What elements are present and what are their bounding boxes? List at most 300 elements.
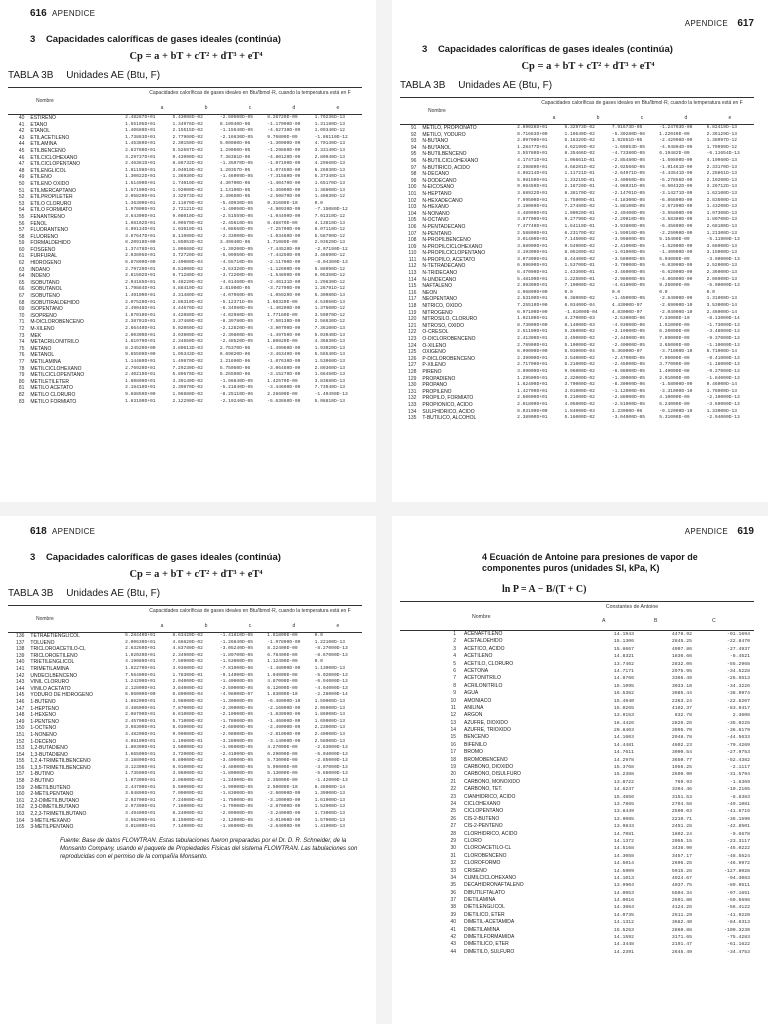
coefficient-cell: -2.39800D-05: [219, 332, 253, 338]
compound-name: N-BUTIRICO, ACIDO: [422, 164, 470, 171]
coefficient-cell: 1.42700D+01: [517, 388, 548, 394]
coefficient-cell: 3.77000D-09: [659, 362, 690, 368]
coefficient-cell: 9.43990D-02: [172, 154, 203, 160]
row-number: 15: [450, 734, 456, 741]
coefficient-cell: 2.86000D-02: [172, 778, 203, 784]
coefficient-cell: 4924.67: [671, 875, 692, 881]
coefficient-cell: 6.38000D-02: [564, 296, 595, 302]
coefficient-cell: 3.33140D-13: [314, 147, 345, 153]
coefficient-cell: 3.67647D+01: [125, 233, 156, 239]
compound-name: DIBUTILFTALATO: [464, 889, 505, 896]
coefficient-cell: 1.61000D-13: [314, 797, 345, 803]
coefficient-cell: 1.13100D-05: [219, 187, 251, 193]
table-row: [8, 399, 362, 406]
compound-name: ETILCICLOHEXANO: [30, 154, 78, 161]
coefficient-cell: 2.25661D-13: [706, 171, 737, 177]
table-row: [442, 690, 754, 697]
coefficient-cell: 7.47740D+01: [517, 223, 548, 229]
compound-name: METACRILONITRILO: [30, 339, 79, 346]
coefficient-cell: -3.71000D-10: [659, 349, 693, 355]
row-number: 116: [408, 289, 417, 296]
coefficient-cell: -1.99000D-05: [219, 784, 253, 790]
compound-name: HIDROGENO: [30, 260, 62, 267]
coefficient-cell: 1.29500D+01: [517, 375, 548, 381]
table-row: [442, 927, 754, 934]
coefficient-cell: 14.5909: [613, 868, 634, 874]
compound-name: 3-METILHEXANO: [30, 817, 71, 824]
coefficient-cell: 3.68922D+01: [517, 190, 548, 196]
coefficient-cell: -8.27000D-13: [314, 646, 348, 652]
coefficient-cell: 15.4940: [613, 698, 634, 704]
compound-name: 2-METILPENTANO: [30, 791, 74, 798]
coefficient-cell: -34.5228: [726, 668, 750, 674]
coefficient-cell: 2.01800D+01: [517, 401, 548, 407]
coefficient-cell: 1.06880D-02: [172, 391, 203, 397]
coefficient-cell: -44.5633: [726, 735, 750, 741]
coefficient-cell: 2.89360D-13: [314, 365, 345, 371]
row-number: 64: [18, 273, 25, 280]
row-number: 22: [450, 786, 456, 793]
compound-name: CLORO: [464, 837, 482, 844]
table-row: [8, 659, 362, 666]
coefficient-cell: -83.9417: [726, 705, 750, 711]
coefficient-cell: 4.27000D-03: [564, 316, 595, 322]
coefficient-cell: 1.67300D+01: [125, 778, 156, 784]
table-header: [442, 602, 754, 630]
table-row: [442, 831, 754, 838]
row-number: 152: [16, 738, 25, 745]
coefficient-cell: 1.86000D-13: [314, 712, 345, 718]
coefficient-cell: -36.6179: [726, 728, 750, 734]
table-row: [8, 725, 362, 732]
coefficient-cell: -1.54890D-09: [267, 273, 301, 279]
section-number: 3: [30, 552, 36, 563]
compound-name: FURFURAL: [30, 253, 58, 260]
coefficient-cell: 3.80613D-03: [172, 345, 203, 351]
row-number: 44: [18, 141, 25, 148]
coefficient-cell: 2.44700D+01: [125, 784, 156, 790]
coefficient-cell: 2.77960D-02: [172, 134, 203, 140]
compound-name: ACETONA: [464, 667, 489, 674]
compound-name: FLUORANTENO: [30, 227, 69, 234]
row-number: 109: [408, 243, 417, 250]
coefficient-cell: 15.8667: [613, 646, 634, 652]
coefficient-cell: -46.9972: [726, 861, 750, 867]
coefficient-cell: 1.81198D+01: [125, 167, 156, 173]
compound-name: METANO: [30, 345, 52, 352]
coefficient-cell: -2.47000D-05: [611, 355, 645, 361]
coefficient-cell: -4.61460D-05: [219, 279, 253, 285]
col-d: d: [292, 623, 296, 629]
row-number: 43: [18, 134, 25, 141]
section-number: 4: [482, 552, 488, 562]
coefficient-cell: -52.4382: [726, 757, 750, 763]
coefficient-cell: 6.89000D-04: [172, 692, 203, 698]
row-number: 142: [16, 672, 25, 679]
coefficient-cell: -1.49980D-09: [267, 345, 301, 351]
coefficient-cell: -8.50432D-09: [659, 184, 693, 190]
compound-name: CARBONO, MONOXIDO: [464, 778, 520, 785]
table-row: [442, 853, 754, 860]
coefficient-cell: -1.69853D-05: [611, 144, 645, 150]
coefficient-cell: -2.40400D-05: [611, 210, 645, 216]
coefficient-cell: -7.25700D-09: [267, 227, 301, 233]
coefficient-cell: 2191.47: [671, 942, 692, 948]
coefficient-cell: -3.70000D-05: [611, 263, 645, 269]
coefficient-cell: 5.50000D-02: [172, 784, 203, 790]
coefficient-cell: 0.0: [314, 633, 323, 638]
table-row: [442, 904, 754, 911]
page-header: [422, 526, 754, 544]
coefficient-cell: 14.7081: [613, 831, 634, 837]
heat-capacity-equation: Cp = a + bT + cT² + dT³ + eT⁴: [129, 51, 263, 62]
coefficient-cell: 9.76800D-09: [267, 134, 298, 140]
row-number: 164: [16, 817, 25, 824]
coefficient-cell: -5.12371D-05: [219, 299, 253, 305]
coefficient-cell: 1.97300D-13: [706, 210, 737, 216]
row-number: 42: [18, 128, 25, 135]
row-number: 97: [410, 164, 417, 171]
coefficient-cell: 6.19482D-09: [659, 151, 690, 157]
compound-name: METILO CLORURO: [30, 391, 76, 398]
coefficient-cell: -4.98000D-07: [219, 692, 253, 698]
compound-name: ETILENO OXIDO: [30, 180, 70, 187]
coefficient-cell: -1.86000D-05: [219, 824, 253, 830]
coefficient-cell: 3.72720D-02: [172, 253, 203, 259]
coefficient-cell: -2.81000D-09: [267, 731, 301, 737]
row-number: 131: [408, 388, 417, 395]
table-row: [400, 237, 754, 244]
row-number: 65: [18, 279, 25, 286]
compound-name: 1,2-BUTADIENO: [30, 745, 68, 752]
coefficient-cell: 0.0: [314, 200, 323, 206]
coefficient-cell: 2.23000D-13: [314, 725, 345, 731]
coefficient-cell: 1.00020D-01: [564, 210, 595, 216]
coefficient-cell: 4478.92: [671, 632, 692, 637]
coefficient-cell: 1.37478D+01: [125, 246, 156, 252]
coefficient-cell: 9.31600D-10: [267, 200, 298, 206]
coefficient-cell: 2.68100D-13: [706, 223, 737, 229]
coefficient-cell: -3.14000D-09: [267, 738, 301, 744]
coefficient-cell: 6.91000D-02: [172, 764, 203, 770]
coefficient-cell: 1.31000D-13: [706, 296, 737, 302]
coefficient-cell: 13.7462: [613, 661, 634, 667]
coefficient-cell: 2826.26: [671, 720, 692, 726]
compound-name: NITROSILO, CLORURO: [422, 316, 478, 323]
compound-name: N-TRIDECANO: [422, 270, 458, 277]
coefficient-cell: -4.98031D-05: [611, 184, 645, 190]
coefficient-cell: 7.33000D-10: [659, 316, 690, 322]
page-number: 616: [30, 8, 47, 19]
table-row: [400, 250, 754, 257]
row-number: 102: [408, 197, 417, 204]
coefficient-cell: -5.11900D-13: [706, 237, 740, 243]
row-number: 18: [450, 756, 456, 763]
coefficient-cell: 1.37600D-12: [314, 306, 345, 312]
coefficient-cell: 4.36830D-13: [314, 339, 345, 345]
compound-name: ETILO CLORURO: [30, 200, 72, 207]
row-number: 32: [450, 860, 456, 867]
compound-name: N-HEXADECANO: [422, 197, 463, 204]
coefficient-cell: 6.97100D+00: [517, 309, 548, 315]
compound-name: DIMETILFORMAMIDA: [464, 934, 515, 941]
coefficient-cell: -2.45000D-05: [611, 362, 645, 368]
coefficient-cell: -7.81000D-06: [219, 665, 253, 671]
table-row: [442, 868, 754, 875]
compound-name: METILO ACETATO: [30, 385, 73, 392]
coefficient-cell: -1.40490D-13: [314, 391, 348, 397]
table-row: [8, 306, 362, 313]
row-number: 77: [18, 358, 25, 365]
coefficient-cell: 3.26712D-13: [706, 184, 737, 190]
coefficient-cell: 2.66440D+01: [125, 326, 156, 331]
coefficient-cell: 1.49100D+01: [125, 293, 156, 299]
coefficient-cell: 5.08810D-13: [314, 398, 345, 404]
coefficient-cell: 2696.25: [671, 861, 692, 867]
coefficient-cell: 9.54900D-02: [564, 243, 595, 249]
row-number: 83: [18, 398, 25, 405]
coefficient-cell: 4.88410D-02: [172, 286, 203, 292]
coefficient-cell: 2.50000D-10: [267, 784, 298, 790]
compound-name: TRIETILENGLICOL: [30, 659, 75, 666]
table-row: [400, 329, 754, 336]
compound-name: N-HEXANO: [422, 204, 449, 211]
coefficient-cell: -4.08660D-05: [219, 227, 253, 233]
coefficient-cell: 6.71280D-02: [172, 273, 203, 279]
coefficient-cell: 1.93020D-13: [314, 345, 345, 351]
coefficient-cell: 1.85053D-02: [172, 240, 203, 246]
coefficient-cell: -9.6678: [729, 831, 750, 837]
col-e: e: [336, 105, 340, 111]
row-number: 118: [408, 303, 417, 310]
compound-name: ETILENGLICOL: [30, 167, 67, 174]
compound-name: N-HEPTANO: [422, 190, 452, 197]
row-number: 6: [453, 667, 456, 674]
coefficient-cell: 2363.24: [671, 698, 692, 704]
compound-name: METILCICLOPENTANO: [30, 372, 85, 379]
coefficient-cell: 2.36129D-13: [706, 131, 737, 137]
coefficient-cell: -8.39780D-05: [219, 319, 253, 325]
row-number: 12: [450, 712, 456, 719]
coefficient-cell: 5.48100D+01: [517, 276, 548, 282]
coefficient-cell: 14.5014: [613, 861, 634, 867]
coefficient-cell: 2.79720D+01: [125, 266, 156, 272]
compound-name: NITROGENO: [422, 309, 453, 316]
row-number: 98: [410, 171, 417, 178]
coefficient-cell: -2.41000D-05: [219, 751, 253, 757]
coefficient-cell: 2.86310D-02: [172, 299, 203, 305]
compound-name: ISOBUTIRALDEHIDO: [30, 299, 80, 306]
coefficient-cell: 2.69028D+01: [517, 125, 548, 130]
row-number: 155: [16, 758, 25, 765]
coefficient-cell: -1.40000D-09: [659, 250, 693, 256]
row-number: 31: [450, 852, 456, 859]
compound-name: NEOPENTANO: [422, 296, 458, 303]
compound-name: N-PENTANO: [422, 230, 452, 237]
coefficient-cell: -5.40930D-06: [219, 200, 253, 206]
coefficient-cell: 1.60890D+01: [125, 378, 156, 384]
coefficient-cell: 2.07520D+01: [125, 299, 156, 305]
coefficient-cell: 5.56540D-13: [314, 352, 345, 358]
table-row: [442, 712, 754, 719]
coefficient-cell: 3.46690D-12: [314, 253, 345, 259]
coefficient-cell: -1.24703D-08: [659, 125, 693, 130]
compound-name: CLOROBENCENO: [464, 852, 507, 859]
coefficient-cell: -3.01000D-09: [267, 817, 301, 823]
coefficient-cell: 2591.80: [671, 898, 692, 904]
coefficient-cell: 4.48200D+01: [125, 731, 156, 737]
coefficient-cell: 5.75050D-06: [219, 365, 251, 371]
compound-name: N-DODECANO: [422, 177, 457, 184]
coefficient-cell: -1.41810D-05: [219, 633, 253, 638]
coefficient-cell: 16.5362: [613, 691, 634, 697]
row-number: 3: [453, 645, 456, 652]
table-row: [442, 786, 754, 793]
row-number: 36: [450, 889, 456, 896]
row-number: 40: [450, 919, 456, 926]
coefficient-cell: -2.69000D-10: [659, 303, 693, 309]
coefficient-cell: 5.88090D-12: [314, 266, 345, 272]
coefficient-cell: 5.21000D-02: [564, 395, 595, 401]
coefficient-cell: -2.14701D-05: [611, 190, 645, 196]
coefficient-cell: 3.55780D+01: [517, 151, 548, 157]
coefficient-cell: 14.5168: [613, 846, 634, 852]
coefficient-cell: -3.46340D-09: [267, 352, 301, 358]
row-number: 134: [408, 408, 417, 415]
table-row: [8, 227, 362, 234]
coefficient-cell: -5.99950D-05: [219, 253, 253, 259]
running-head: APENDICE: [52, 9, 96, 18]
compound-name: METILO, YODURO: [422, 131, 466, 138]
coefficient-cell: 8.26720D-09: [267, 115, 298, 120]
coefficient-cell: -1.24000D-05: [219, 778, 253, 784]
coefficient-cell: 5.98150D+01: [517, 177, 548, 183]
compound-name: FENANTRENO: [30, 213, 65, 220]
row-number: 95: [410, 151, 417, 158]
section-number: 3: [422, 44, 428, 55]
coefficient-cell: -7.44520D-09: [267, 246, 301, 252]
coefficient-cell: -3.90000D-13: [706, 256, 740, 262]
coefficient-cell: 15.5263: [613, 927, 634, 933]
coefficient-cell: 1.34978D-02: [172, 121, 203, 127]
compound-name: ISOBUTANO: [30, 279, 60, 286]
coefficient-cell: 5.71000D-14: [706, 349, 737, 355]
row-number: 160: [16, 791, 25, 798]
coefficient-cell: 1.30022D+01: [125, 174, 156, 180]
coefficient-cell: 2.26600D-09: [267, 391, 298, 397]
coefficient-cell: -2.1117: [729, 765, 750, 771]
row-number: 130: [408, 382, 417, 389]
compound-name: ETANO: [30, 121, 48, 128]
compound-name: UNDECILBENCENO: [30, 672, 78, 679]
table-row: [8, 181, 362, 188]
coefficient-cell: 8.93000D-02: [172, 725, 203, 731]
coefficient-cell: 2.63780D+01: [125, 147, 156, 153]
coefficient-cell: 2.30150D-02: [172, 141, 203, 147]
table-row: [442, 749, 754, 756]
coefficient-cell: -61.1622: [726, 942, 750, 948]
coefficient-cell: 1.79884D+01: [125, 286, 156, 292]
coefficient-cell: 4.98100D+01: [125, 738, 156, 744]
compound-name: PROPIONICO, ACIDO: [422, 401, 473, 408]
coefficient-cell: -1.29880D-09: [267, 147, 301, 153]
coefficient-cell: -1.69890D-09: [659, 157, 693, 163]
coefficient-cell: 6.47000D+01: [517, 270, 548, 276]
coefficient-cell: -2.64000D-09: [267, 824, 301, 830]
compound-name: N-BUTILCICLOHEXANO: [422, 157, 479, 164]
coefficient-cell: -1.35970D-05: [219, 161, 253, 167]
coefficient-cell: 2.51100D+01: [517, 329, 548, 335]
constants-header: Constantes de Antoine: [605, 604, 659, 610]
coefficient-cell: -100.3230: [724, 927, 750, 933]
coefficient-cell: -1.78000D-05: [219, 718, 253, 724]
row-number: 92: [410, 131, 417, 138]
table-row: [400, 415, 754, 422]
compound-name: PROPADIENO: [422, 375, 456, 382]
coefficient-cell: -2.42908D-09: [659, 138, 693, 144]
compound-name: ISOPRENO: [30, 312, 57, 319]
coefficient-cell: 1.83000D-10: [267, 692, 298, 698]
table-row: [8, 646, 362, 653]
coefficient-cell: -23.3117: [726, 838, 750, 844]
coefficient-cell: 6.78400D-09: [267, 652, 298, 658]
coefficient-cell: 6.81000D-02: [172, 712, 203, 718]
coefficient-cell: 1.79236D-13: [314, 115, 345, 120]
coefficient-cell: -6.03000D-09: [659, 263, 693, 269]
coefficient-cell: 1.51000D-09: [659, 322, 690, 328]
row-number: 105: [408, 217, 417, 224]
coefficient-header: Capacidades caloríficas de gases ideales en Btu/lbmol·R, cuando la temperatura está en F: [149, 90, 351, 96]
table-units: Unidades AE (Btu, F): [66, 70, 161, 81]
coefficient-cell: 1.09340D-12: [314, 128, 345, 134]
row-number: 59: [18, 240, 25, 247]
coefficient-cell: -91.1694: [726, 632, 750, 637]
coefficient-cell: -2.50000D-05: [219, 685, 253, 691]
coefficient-cell: -2.98000D-05: [219, 731, 253, 737]
coefficient-cell: 7.95000D-09: [659, 355, 690, 361]
row-number: 122: [408, 329, 417, 336]
coefficient-cell: 9.65590D+00: [125, 352, 156, 358]
coefficient-cell: 1.92851D-05: [611, 138, 643, 144]
coefficient-cell: -2.51559D-05: [219, 213, 253, 219]
col-a: a: [160, 105, 164, 111]
coefficient-cell: 3033.10: [671, 683, 692, 689]
coefficient-cell: -6.86800D-09: [659, 197, 693, 203]
compound-name: METANOL: [30, 352, 55, 359]
row-number: 149: [16, 718, 25, 725]
coefficient-cell: 5.02060D-02: [172, 326, 203, 331]
coefficient-cell: 1.40680D+01: [125, 128, 156, 134]
compound-name: CIANHIDRICO, ACIDO: [464, 793, 516, 800]
coefficient-cell: 4602.23: [671, 742, 692, 748]
row-number: 66: [18, 286, 25, 293]
coefficient-cell: 5.00080D-06: [219, 141, 251, 147]
row-number: 110: [408, 250, 417, 257]
table-row: [442, 838, 754, 845]
table-row: [8, 214, 362, 221]
coefficient-cell: -127.8028: [724, 868, 750, 874]
table-row: [400, 395, 754, 402]
coefficient-cell: 1.57000D-13: [314, 817, 345, 823]
coefficient-cell: 1.31180D-13: [314, 121, 345, 127]
table-title: [8, 588, 362, 599]
coefficient-cell: -10.2165: [726, 787, 750, 793]
coefficient-cell: 8.05100D-02: [564, 250, 595, 256]
coefficient-cell: -1.6369: [729, 779, 750, 785]
section-heading: [30, 34, 362, 45]
table-row: [400, 204, 754, 211]
coefficient-cell: 2948.78: [671, 735, 692, 741]
